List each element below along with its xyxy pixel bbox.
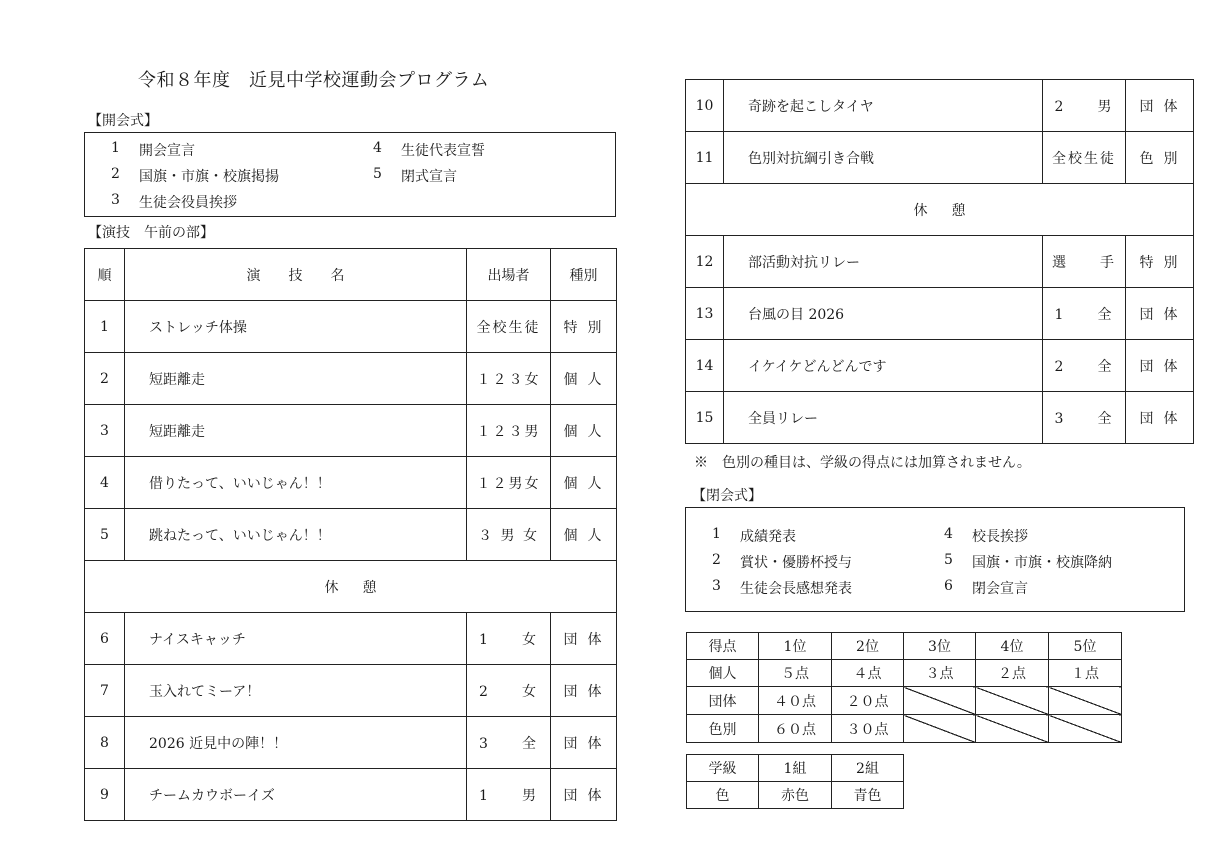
opening-item-num: 5	[373, 166, 382, 182]
event-participants: １２３男	[467, 405, 551, 457]
class-header-row	[687, 755, 904, 782]
continued-program-table	[685, 79, 1194, 444]
class-color-row	[687, 782, 904, 809]
table-row	[85, 665, 617, 717]
score-row	[687, 687, 1122, 715]
opening-item-text: 生徒会役員挨拶	[139, 195, 237, 211]
score-cell: ２点	[976, 660, 1049, 687]
event-name: 台風の目 2026	[724, 288, 1043, 340]
event-number: 13	[686, 288, 724, 340]
event-number: 14	[686, 340, 724, 392]
closing-item-num: 3	[712, 578, 721, 594]
event-type: 団体	[551, 769, 617, 821]
opening-item-num: 1	[111, 140, 120, 156]
opening-item-text: 国旗・市旗・校旗掲揚	[139, 169, 279, 185]
opening-ceremony-label: 【開会式】	[88, 113, 158, 129]
score-cell-empty	[976, 715, 1049, 743]
opening-item-num: 3	[111, 192, 120, 208]
closing-item-num: 2	[712, 552, 721, 568]
event-participants: 2 女	[467, 665, 551, 717]
score-cell: ５点	[759, 660, 832, 687]
event-participants: 2 男	[1043, 80, 1126, 132]
table-header-row	[85, 249, 617, 301]
table-row	[85, 353, 617, 405]
score-cell: ４０点	[759, 687, 832, 715]
score-category: 個人	[687, 660, 759, 687]
score-category: 色別	[687, 715, 759, 743]
event-type: 個人	[551, 509, 617, 561]
score-header-cell: 得点	[687, 633, 759, 660]
closing-ceremony-box	[685, 507, 1185, 612]
event-type: 団体	[1126, 340, 1194, 392]
score-header-cell: 2位	[832, 633, 904, 660]
table-row	[686, 132, 1194, 184]
score-row	[687, 715, 1122, 743]
closing-item-num: 1	[712, 526, 721, 542]
event-number: 8	[85, 717, 125, 769]
event-type: 団体	[551, 613, 617, 665]
class-header-cell: 1組	[759, 755, 832, 782]
event-participants: １２男女	[467, 457, 551, 509]
header-type: 種別	[551, 249, 617, 301]
event-type: 団体	[1126, 392, 1194, 444]
event-number: 9	[85, 769, 125, 821]
table-row	[686, 80, 1194, 132]
class-color-cell: 青色	[832, 782, 904, 809]
event-participants: 1 女	[467, 613, 551, 665]
class-color-cell: 赤色	[759, 782, 832, 809]
opening-item-text: 閉式宣言	[401, 169, 457, 185]
score-cell: ６０点	[759, 715, 832, 743]
event-name: 奇跡を起こしタイヤ	[724, 80, 1043, 132]
closing-ceremony-label: 【閉会式】	[692, 488, 762, 504]
event-name: 短距離走	[125, 353, 467, 405]
score-table	[686, 632, 1122, 743]
event-name: 跳ねたって、いいじゃん！！	[125, 509, 467, 561]
event-number: 1	[85, 301, 125, 353]
event-name: ストレッチ体操	[125, 301, 467, 353]
event-name: 短距離走	[125, 405, 467, 457]
event-participants: 全校生徒	[1043, 132, 1126, 184]
score-cell: ４点	[832, 660, 904, 687]
table-row	[686, 340, 1194, 392]
table-row	[85, 301, 617, 353]
event-type: 色別	[1126, 132, 1194, 184]
event-type: 個人	[551, 457, 617, 509]
event-number: 2	[85, 353, 125, 405]
event-participants: 3 全	[467, 717, 551, 769]
event-type: 団体	[1126, 80, 1194, 132]
break-row	[85, 561, 617, 613]
event-type: 団体	[1126, 288, 1194, 340]
morning-program-table	[84, 248, 617, 821]
closing-item-text: 成績発表	[740, 529, 796, 545]
table-row	[686, 288, 1194, 340]
event-name: イケイケどんどんです	[724, 340, 1043, 392]
opening-item-text: 生徒代表宣誓	[401, 143, 485, 159]
event-number: 6	[85, 613, 125, 665]
table-row	[686, 392, 1194, 444]
header-event-name: 演 技 名	[125, 249, 467, 301]
event-name: 借りたって、いいじゃん！！	[125, 457, 467, 509]
score-cell: １点	[1049, 660, 1122, 687]
score-category: 団体	[687, 687, 759, 715]
event-name: 色別対抗綱引き合戦	[724, 132, 1043, 184]
event-participants: 1 男	[467, 769, 551, 821]
score-cell-empty	[976, 687, 1049, 715]
table-row	[686, 236, 1194, 288]
opening-item-text: 開会宣言	[139, 143, 195, 159]
event-participants: 3 全	[1043, 392, 1126, 444]
event-number: 12	[686, 236, 724, 288]
table-row	[85, 717, 617, 769]
header-order: 順	[85, 249, 125, 301]
closing-item-text: 閉会宣言	[972, 581, 1028, 597]
score-cell: ３０点	[832, 715, 904, 743]
table-row	[85, 769, 617, 821]
table-row	[85, 613, 617, 665]
score-row	[687, 660, 1122, 687]
event-number: 5	[85, 509, 125, 561]
class-header-cell: 学級	[687, 755, 759, 782]
table-row	[85, 457, 617, 509]
score-header-cell: 4位	[976, 633, 1049, 660]
opening-item-num: 4	[373, 140, 382, 156]
class-header-cell: 2組	[832, 755, 904, 782]
closing-item-text: 生徒会長感想発表	[740, 581, 852, 597]
table-row	[85, 405, 617, 457]
score-cell-empty	[904, 715, 976, 743]
event-participants: 1 全	[1043, 288, 1126, 340]
score-cell: ２０点	[832, 687, 904, 715]
event-type: 個人	[551, 353, 617, 405]
closing-item-num: 4	[944, 526, 953, 542]
event-type: 団体	[551, 665, 617, 717]
opening-item-num: 2	[111, 166, 120, 182]
event-type: 特別	[1126, 236, 1194, 288]
break-label: 休憩	[85, 561, 617, 613]
event-number: 7	[85, 665, 125, 717]
opening-ceremony-box	[84, 132, 616, 217]
header-participants: 出場者	[467, 249, 551, 301]
event-participants: 全校生徒	[467, 301, 551, 353]
event-number: 15	[686, 392, 724, 444]
event-number: 10	[686, 80, 724, 132]
break-label: 休憩	[686, 184, 1194, 236]
score-header-cell: 1位	[759, 633, 832, 660]
event-name: チームカウボーイズ	[125, 769, 467, 821]
event-type: 特別	[551, 301, 617, 353]
score-cell-empty	[904, 687, 976, 715]
event-name: 2026 近見中の陣！！	[125, 717, 467, 769]
score-header-cell: 3位	[904, 633, 976, 660]
event-name: 部活動対抗リレー	[724, 236, 1043, 288]
closing-item-text: 校長挨拶	[972, 529, 1028, 545]
score-header-cell: 5位	[1049, 633, 1122, 660]
event-name: 全員リレー	[724, 392, 1043, 444]
event-type: 個人	[551, 405, 617, 457]
class-color-cell: 色	[687, 782, 759, 809]
event-participants: 選 手	[1043, 236, 1126, 288]
event-participants: ３ 男 女	[467, 509, 551, 561]
event-type: 団体	[551, 717, 617, 769]
event-participants: １２３女	[467, 353, 551, 405]
score-cell: ３点	[904, 660, 976, 687]
event-number: 11	[686, 132, 724, 184]
closing-item-text: 国旗・市旗・校旗降納	[972, 555, 1112, 571]
class-color-table	[686, 754, 904, 809]
color-event-note: ※ 色別の種目は、学級の得点には加算されません。	[694, 455, 1031, 471]
page-title: 令和８年度 近見中学校運動会プログラム	[138, 70, 490, 91]
score-header-row	[687, 633, 1122, 660]
event-number: 4	[85, 457, 125, 509]
event-name: ナイスキャッチ	[125, 613, 467, 665]
closing-item-num: 5	[944, 552, 953, 568]
score-cell-empty	[1049, 715, 1122, 743]
closing-item-text: 賞状・優勝杯授与	[740, 555, 852, 571]
table-row	[85, 509, 617, 561]
score-cell-empty	[1049, 687, 1122, 715]
closing-item-num: 6	[944, 578, 953, 594]
event-participants: 2 全	[1043, 340, 1126, 392]
event-name: 玉入れてミーア！	[125, 665, 467, 717]
break-row	[686, 184, 1194, 236]
event-number: 3	[85, 405, 125, 457]
morning-program-label: 【演技 午前の部】	[88, 225, 214, 241]
